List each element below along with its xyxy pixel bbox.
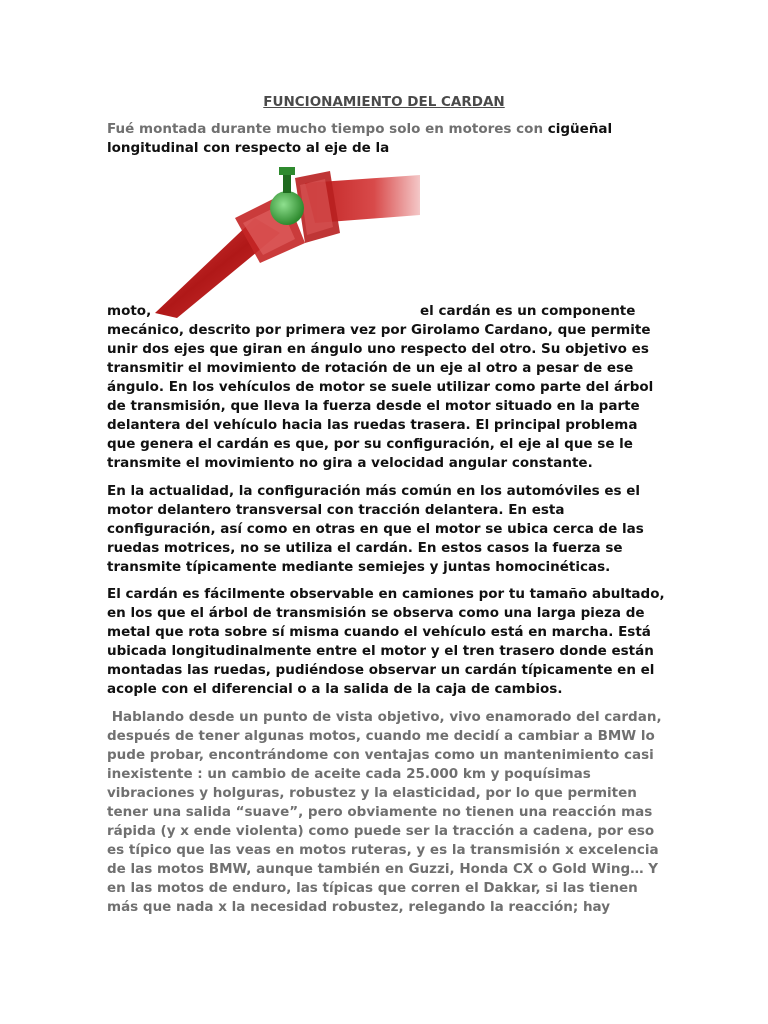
paragraph-line: metal que rota sobre sí misma cuando el vehículo está en marcha. Está bbox=[107, 624, 651, 640]
paragraph-line: delantera del vehículo hacia las ruedas trasera. El principal problema bbox=[107, 417, 638, 433]
paragraph-4 bbox=[107, 708, 662, 917]
paragraph-line: montadas las ruedas, pudiéndose observar un cardán típicamente en el bbox=[107, 662, 655, 678]
paragraph-line: pude probar, encontrándome con ventajas como un mantenimiento casi bbox=[107, 747, 654, 763]
paragraph-line: más que nada x la necesidad robustez, relegando la reacción; hay bbox=[107, 899, 611, 915]
paragraph-line: transmite típicamente mediante semiejes y juntas homocinéticas. bbox=[107, 559, 611, 575]
paragraph-line: Hablando desde un punto de vista objetivo, vivo enamorado del cardan, bbox=[107, 709, 662, 725]
paragraph-line: ángulo. En los vehículos de motor se suele utilizar como parte del árbol bbox=[107, 379, 654, 395]
paragraph-line: en los que el árbol de transmisión se observa como una larga pieza de bbox=[107, 605, 645, 621]
moto-word: moto, bbox=[107, 303, 152, 319]
paragraph-line: acople con el diferencial o a la salida de la caja de cambios. bbox=[107, 681, 563, 697]
paragraph-2 bbox=[107, 482, 659, 577]
paragraph-line: después de tener algunas motos, cuando me decidí a cambiar a BMW lo bbox=[107, 728, 655, 744]
paragraph-line: El cardán es fácilmente observable en camiones por tu tamaño abultado, bbox=[107, 586, 665, 602]
paragraph-line: motor delantero transversal con tracción delantera. En esta bbox=[107, 502, 565, 518]
paragraph-1 bbox=[107, 321, 659, 473]
cardan-joint-illustration bbox=[155, 163, 420, 318]
intro-line-2: longitudinal con respecto al eje de la bbox=[107, 140, 390, 156]
intro-paragraph bbox=[107, 120, 659, 158]
paragraph-line: ubicada longitudinalmente entre el motor y el tren trasero donde están bbox=[107, 643, 654, 659]
paragraph-line: es típico que las veas en motos ruteras, y es la transmisión x excelencia bbox=[107, 842, 659, 858]
paragraph-line: rápida (y x ende violenta) como puede ser la tracción a cadena, por eso bbox=[107, 823, 655, 839]
paragraph-line: de transmisión, que lleva la fuerza desde el motor situado en la parte bbox=[107, 398, 640, 414]
intro-text-dark: cigüeñal bbox=[547, 121, 613, 137]
paragraph-line: unir dos ejes que giran en ángulo uno respecto del otro. Su objetivo es bbox=[107, 341, 649, 357]
paragraph-line: mecánico, descrito por primera vez por Girolamo Cardano, que permite bbox=[107, 322, 651, 338]
paragraph-line: vibraciones y holguras, robustez y la elasticidad, por lo que permiten bbox=[107, 785, 637, 801]
paragraph-line: configuración, así como en otras en que el motor se ubica cerca de las bbox=[107, 521, 644, 537]
moto-line-rest: el cardán es un componente bbox=[420, 303, 636, 319]
paragraph-line: transmitir el movimiento de rotación de un eje al otro a pesar de ese bbox=[107, 360, 634, 376]
paragraph-line: inexistente : un cambio de aceite cada 25.000 km y poquísimas bbox=[107, 766, 591, 782]
paragraph-line: tener una salida “suave”, pero obviamente no tienen una reacción mas bbox=[107, 804, 653, 820]
paragraph-3 bbox=[107, 585, 665, 699]
intro-text-gray: Fué montada durante mucho tiempo solo en motores con bbox=[107, 121, 548, 137]
paragraph-line: en las motos de enduro, las típicas que corren el Dakkar, si las tienen bbox=[107, 880, 638, 896]
paragraph-line: transmite el movimiento no gira a velocidad angular constante. bbox=[107, 455, 593, 471]
paragraph-line: que genera el cardán es que, por su configuración, el eje al que se le bbox=[107, 436, 633, 452]
paragraph-line: En la actualidad, la configuración más común en los automóviles es el bbox=[107, 483, 641, 499]
document-title: FUNCIONAMIENTO DEL CARDAN bbox=[263, 94, 505, 110]
paragraph-line: ruedas motrices, no se utiliza el cardán. En estos casos la fuerza se bbox=[107, 540, 623, 556]
paragraph-line: de las motos BMW, aunque también en Guzzi, Honda CX o Gold Wing… Y bbox=[107, 861, 659, 877]
